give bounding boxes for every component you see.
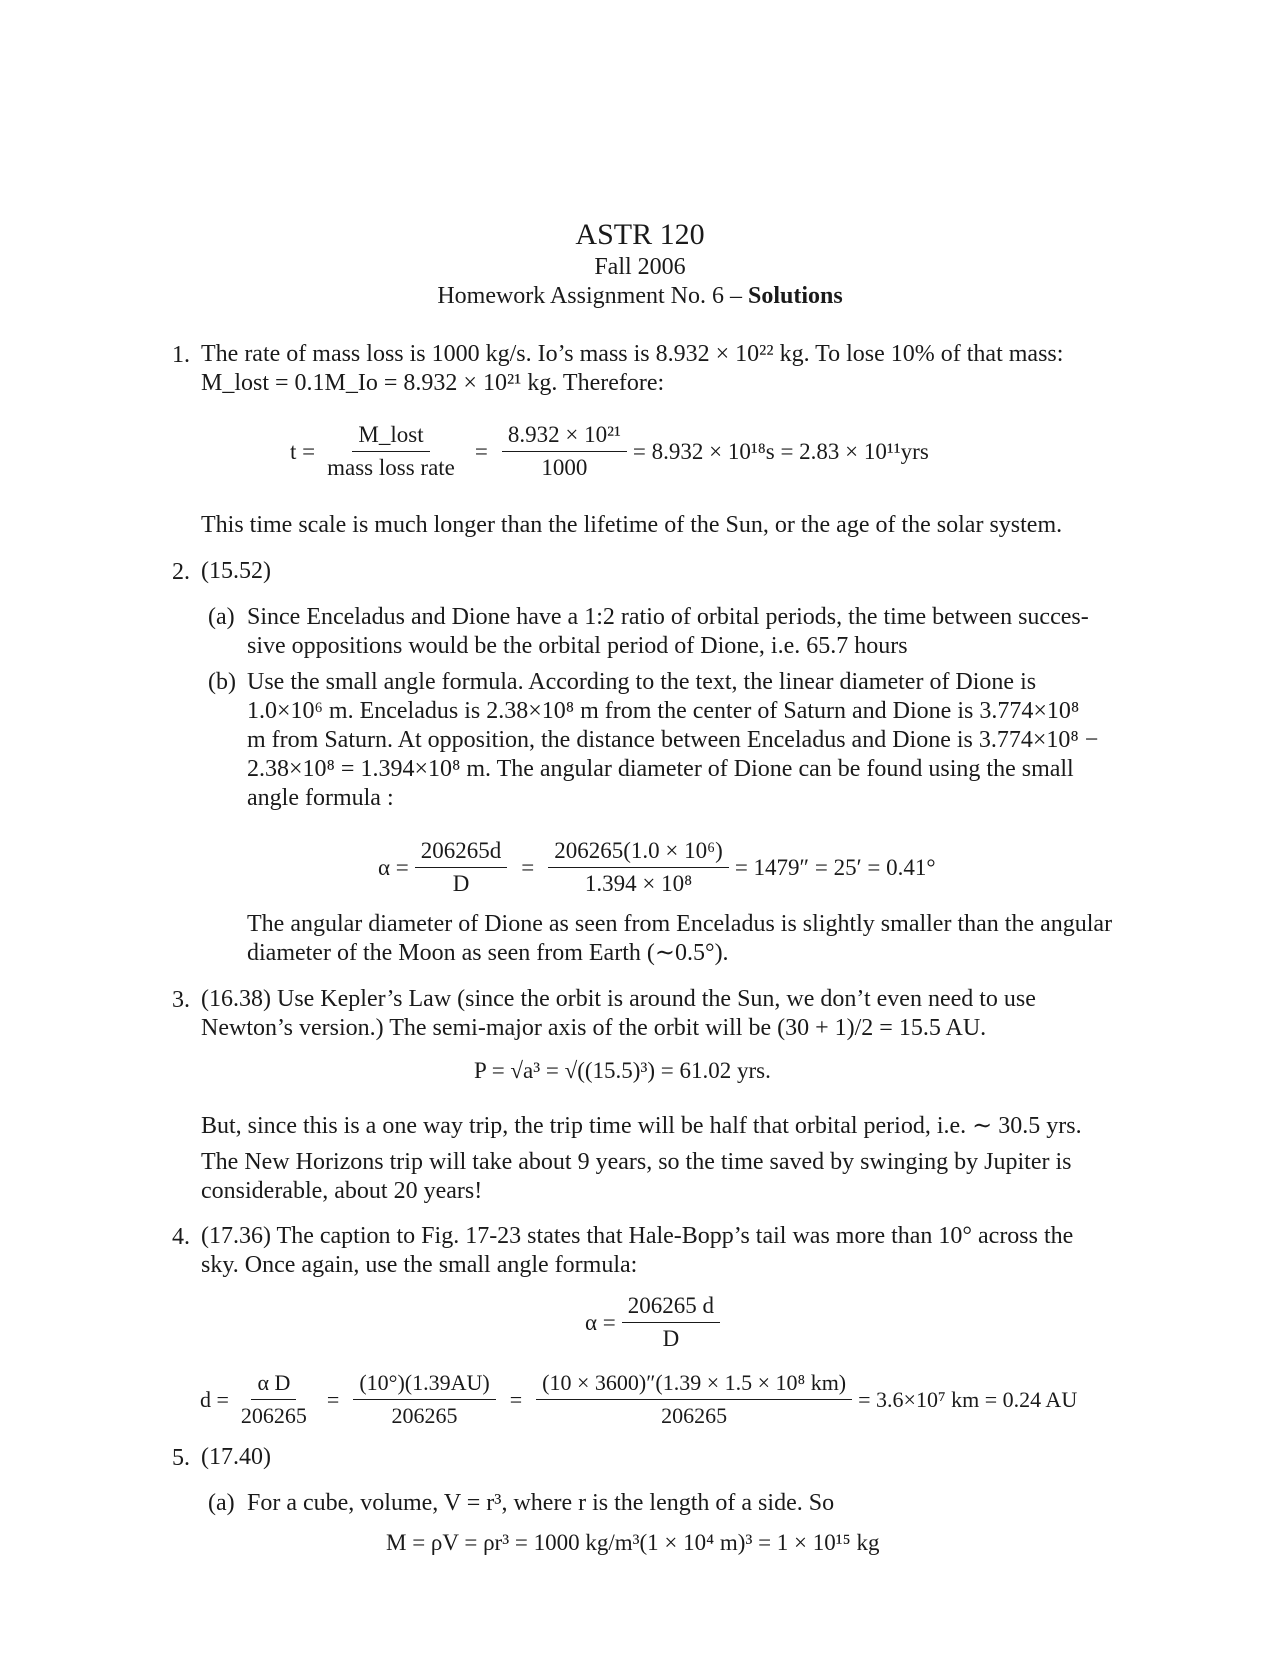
problem-1-equation: t = $\frac{\text{M\_lost}}{\text{mass loss rate}}$ = $\frac{\text{8.932 × 10²¹}}{1000}$ = 8.932 × 10¹⁸s = 2.83 × 10¹¹yrs [290,422,929,480]
problem-2b-line1: Use the small angle formula. According to the text, the linear diameter of Dione is [247,669,1037,695]
p1-frac-2-num: 8.932 × 10²¹ [502,422,627,452]
p4-eq2-num3: (10 × 3600)″(1.39 × 1.5 × 10⁸ km) [536,1370,852,1400]
p4-eq2-den2: 206265 [391,1403,458,1428]
problem-5a-label: (a) [208,1490,235,1516]
problem-2a-line2: sive oppositions would be the orbital period of Dione, i.e. 65.7 hours [247,633,908,659]
problem-1-conclusion: This time scale is much longer than the lifetime of the Sun, or the age of the solar system. [201,512,1063,538]
problem-2c-line2: diameter of the Moon as seen from Earth (∼0.5°). [247,940,729,966]
assignment-text: Homework Assignment No. 6 – [437,283,742,309]
problem-3-number: 3. [172,987,190,1013]
p4-eq1-num: 206265 d [622,1293,720,1323]
p4-eq2-den1: 206265 [240,1403,307,1428]
problem-3-line4: The New Horizons trip will take about 9 years, so the time saved by swinging by Jupiter is [201,1149,1072,1175]
p4-eq2-frac-1 [235,1370,313,1429]
problem-2-number: 2. [172,559,190,585]
problem-2c-line1: The angular diameter of Dione as seen from Enceladus is slightly smaller than the angular [247,911,1113,937]
problem-1-number: 1. [172,342,190,368]
p4-eq2-rhs: = 3.6×10⁷ km = 0.24 AU [858,1386,1078,1412]
problem-4-number: 4. [172,1224,190,1250]
p4-eq2-num1: α D [251,1370,296,1400]
problem-2a-line1: Since Enceladus and Dione have a 1:2 ratio of orbital periods, the time between succes- [247,604,1089,630]
p4-eq1-den: D [662,1326,680,1351]
problem-5-ref: (17.40) [201,1444,271,1470]
problem-3-line2: Newton’s version.) The semi-major axis of the orbit will be (30 + 1)/2 = 15.5 AU. [201,1015,987,1041]
p4-eq2-frac-3 [536,1370,852,1429]
problem-4-equation-2: d = $\frac{\text{α D}}{206265}$ = $\frac{(10^\circ)(1.39AU)}{206265}$ = $\frac{\text{(10 × 3600)″(1.39 × 1.5 × 10⁸ km)}}{206265}$ = 3.6×10⁷ km = 0.24 AU [200,1370,1078,1428]
course-title: ASTR 120 [575,218,705,251]
problem-3-line1: (16.38) Use Kepler’s Law (since the orbit is around the Sun, we don’t even need to use [201,986,1036,1012]
problem-4-line2: sky. Once again, use the small angle formula: [201,1252,638,1278]
problem-2b-line2: 1.0×10⁶ m. Enceladus is 2.38×10⁸ m from the center of Saturn and Dione is 3.774×10⁸ [247,698,1080,724]
p4-eq2-lhs: d = [200,1386,229,1412]
problem-5-number: 5. [172,1445,190,1471]
p2-frac-2 [548,838,729,897]
p1-frac-2 [502,422,627,481]
problem-3-line3: But, since this is a one way trip, the trip time will be half that orbital period, i.e. ∼ 30.5 yrs. [201,1113,1082,1139]
problem-3-line5: considerable, about 20 years! [201,1178,483,1204]
problem-2b-line5: angle formula : [247,785,394,811]
problem-2b-line4: 2.38×10⁸ = 1.394×10⁸ m. The angular diameter of Dione can be found using the small [247,756,1074,782]
problem-1-line2: M_lost = 0.1M_Io = 8.932 × 10²¹ kg. Therefore: [201,370,665,396]
p4-eq2-den3: 206265 [661,1403,728,1428]
problem-3-equation: P = √a³ = √((15.5)³) = 61.02 yrs. [474,1058,771,1083]
p2-frac-2-den: 1.394 × 10⁸ [584,871,693,896]
p1-frac-1-den: mass loss rate [327,455,455,480]
p2-eq-lhs: α = [378,854,409,880]
p2-frac-1-den: D [452,871,470,896]
p4-eq1-lhs: α = [585,1309,616,1335]
p4-eq1-frac [622,1293,720,1352]
problem-2-ref: (15.52) [201,558,271,584]
problem-2-equation: α = $\frac{206265d}{D}$ = $\frac{\text{206265(1.0 × 10⁶)}}{\text{1.394 × 10⁸}}$ = 1479″ = 25′ = 0.41° [378,838,936,896]
assignment-title [0,283,1280,310]
p2-frac-2-num: 206265(1.0 × 10⁶) [548,838,729,868]
solutions-label: Solutions [747,283,843,309]
p2-frac-1-num: 206265d [415,838,508,868]
p1-eq-lhs: t = [290,438,316,464]
problem-4-equation-1 [585,1293,726,1352]
problem-2b-line3: m from Saturn. At opposition, the distance between Enceladus and Dione is 3.774×10⁸ − [247,727,1099,753]
problem-1-line1: The rate of mass loss is 1000 kg/s. Io’s mass is 8.932 × 10²² kg. To lose 10% of that mass: [201,341,1064,367]
p4-eq2-num2: (10°)(1.39AU) [353,1370,495,1400]
problem-5-equation: M = ρV = ρr³ = 1000 kg/m³(1 × 10⁴ m)³ = 1 × 10¹⁵ kg [386,1530,880,1555]
problem-2b-label: (b) [208,669,236,695]
problem-2a-label: (a) [208,604,235,630]
p1-eq-rhs: = 8.932 × 10¹⁸s = 2.83 × 10¹¹yrs [632,438,929,464]
term: Fall 2006 [594,254,686,280]
p1-frac-1 [321,422,461,481]
problem-4-line1: (17.36) The caption to Fig. 17-23 states that Hale-Bopp’s tail was more than 10° across the [201,1223,1074,1249]
p2-eq-rhs: = 1479″ = 25′ = 0.41° [734,854,936,880]
p1-frac-1-num: M_lost [352,422,429,452]
p4-eq2-frac-2 [353,1370,495,1429]
p1-frac-2-den: 1000 [541,455,588,480]
problem-5a-line1: For a cube, volume, V = r³, where r is the length of a side. So [247,1490,835,1516]
p2-frac-1 [415,838,508,897]
